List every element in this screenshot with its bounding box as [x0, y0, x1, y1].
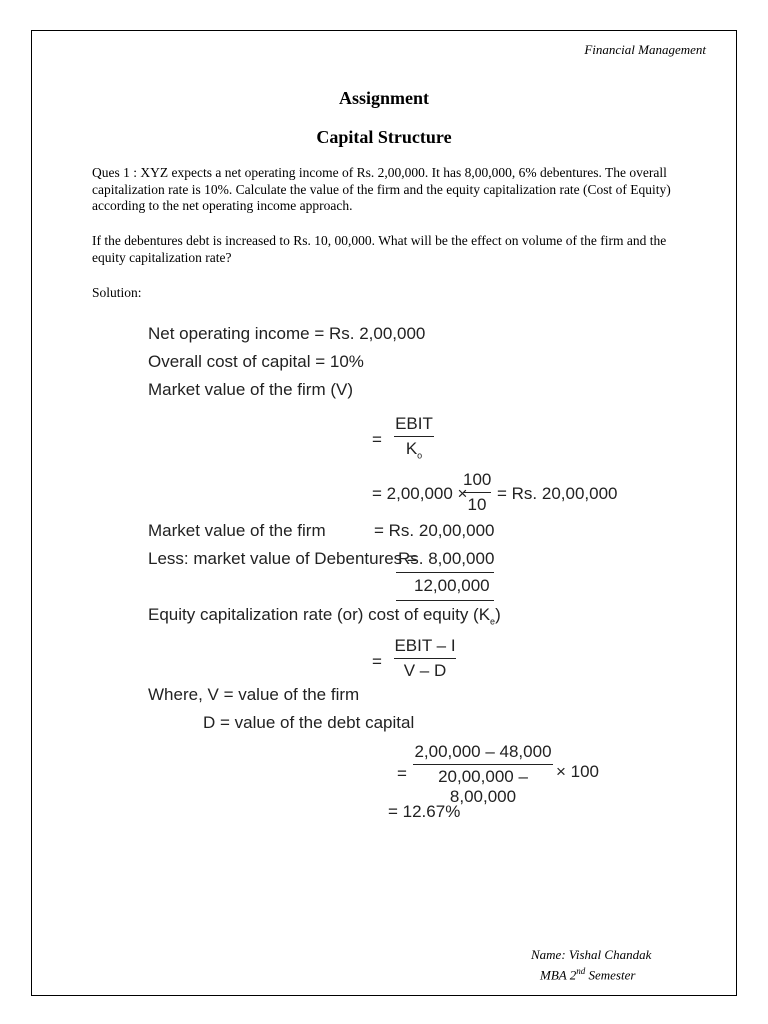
- where-d-line: D = value of the debt capital: [203, 713, 415, 732]
- fraction-denominator: $K_o$: [394, 436, 434, 460]
- multiply-100: × 100: [556, 762, 600, 781]
- equals-sign-4: =: [397, 764, 407, 783]
- fraction-denominator: 20,00,000 – 8,00,000: [413, 764, 553, 807]
- occ-line: Overall cost of capital = 10%: [148, 352, 364, 371]
- calc-right: = Rs. 20,00,000: [497, 484, 618, 503]
- footer-name: Name: Vishal Chandak: [531, 947, 652, 962]
- ecr-label: Equity capitalization rate (or) cost of equity $(K_e)$: [148, 605, 501, 627]
- mv-row-value: = Rs. 20,00,000: [374, 521, 495, 540]
- equity-value: 12,00,000: [414, 576, 490, 595]
- fraction-numerator: 2,00,000 – 48,000: [414, 742, 552, 761]
- fraction-ebit-i: [394, 636, 456, 681]
- total-rule: [396, 600, 494, 601]
- market-value-label: Market value of the firm (V): [148, 380, 354, 399]
- course-header: Financial Management: [584, 42, 706, 57]
- calc-left: = 2,00,000 ×: [372, 484, 468, 503]
- subtotal-rule: [396, 572, 494, 573]
- where-v-line: Where, V = value of the firm: [148, 685, 360, 704]
- fraction-final: [413, 742, 553, 807]
- question-2: If the debentures debt is increased to Rs. 10, 00,000. What will be the effect on volume of the firm and the equity capitalization rate?: [92, 233, 667, 265]
- fraction-numerator: 100: [463, 470, 492, 489]
- question-1: Ques 1 : XYZ expects a net operating income of Rs. 2,00,000. It has 8,00,000, 6% debentures. The overall capitalization rate is 10%. Calculate the value of the firm and the equity capitalization rate (Cost of Equity) according to the net operating income approach.: [92, 165, 671, 213]
- fraction-denominator: V – D: [394, 658, 456, 681]
- equals-sign-1: =: [372, 430, 382, 449]
- fraction-ebit-ko: [394, 414, 434, 460]
- less-debentures-value: Rs. 8,00,000: [398, 549, 495, 568]
- fraction-numerator: EBIT: [395, 414, 433, 433]
- fraction-100-10: [463, 470, 491, 515]
- fraction-denominator: 10: [463, 492, 491, 515]
- fraction-numerator: EBIT – I: [394, 636, 456, 655]
- result-line: = 12.67%: [388, 802, 461, 821]
- less-debentures-label: Less: market value of Debentures =: [148, 549, 417, 568]
- mv-row-label: Market value of the firm: [148, 521, 326, 540]
- footer-program: MBA 2nd Semester: [540, 966, 636, 983]
- assignment-title: Assignment: [338, 88, 429, 108]
- topic-title: Capital Structure: [316, 127, 452, 147]
- solution-label: Solution:: [92, 285, 142, 300]
- equals-sign-3: =: [372, 652, 382, 671]
- noi-line: Net operating income = Rs. 2,00,000: [148, 324, 426, 343]
